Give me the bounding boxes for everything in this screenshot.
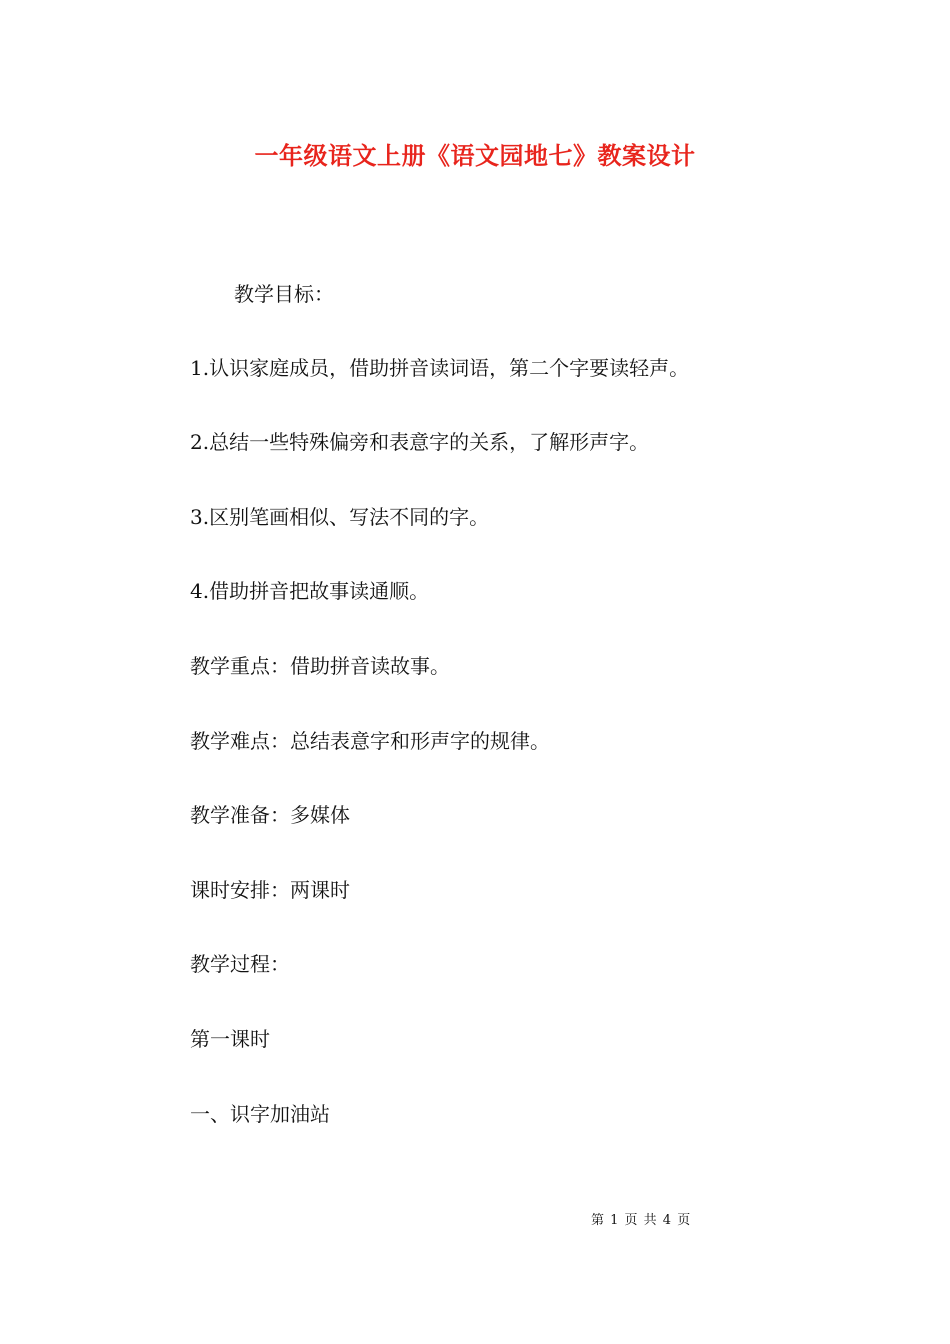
objectives-heading: 教学目标： [234, 282, 334, 306]
page-number-footer: 第 1 页 共 4 页 [591, 1213, 692, 1228]
process-heading: 教学过程： [190, 952, 290, 976]
schedule-paragraph: 课时安排：两课时 [190, 878, 350, 902]
objective-item-1: 1.认识家庭成员，借助拼音读词语，第二个字要读轻声。 [190, 356, 690, 380]
section-one-heading: 一、识字加油站 [190, 1102, 330, 1126]
key-point-paragraph: 教学重点：借助拼音读故事。 [190, 654, 450, 678]
difficulty-paragraph: 教学难点：总结表意字和形声字的规律。 [190, 729, 550, 753]
lesson-one-heading: 第一课时 [190, 1027, 270, 1051]
objective-item-4: 4.借助拼音把故事读通顺。 [190, 579, 430, 603]
objective-item-3: 3.区别笔画相似、写法不同的字。 [190, 505, 490, 529]
document-title: 一年级语文上册《语文园地七》教案设计 [254, 142, 696, 170]
objective-item-2: 2.总结一些特殊偏旁和表意字的关系，了解形声字。 [190, 430, 650, 454]
preparation-paragraph: 教学准备：多媒体 [190, 803, 350, 827]
